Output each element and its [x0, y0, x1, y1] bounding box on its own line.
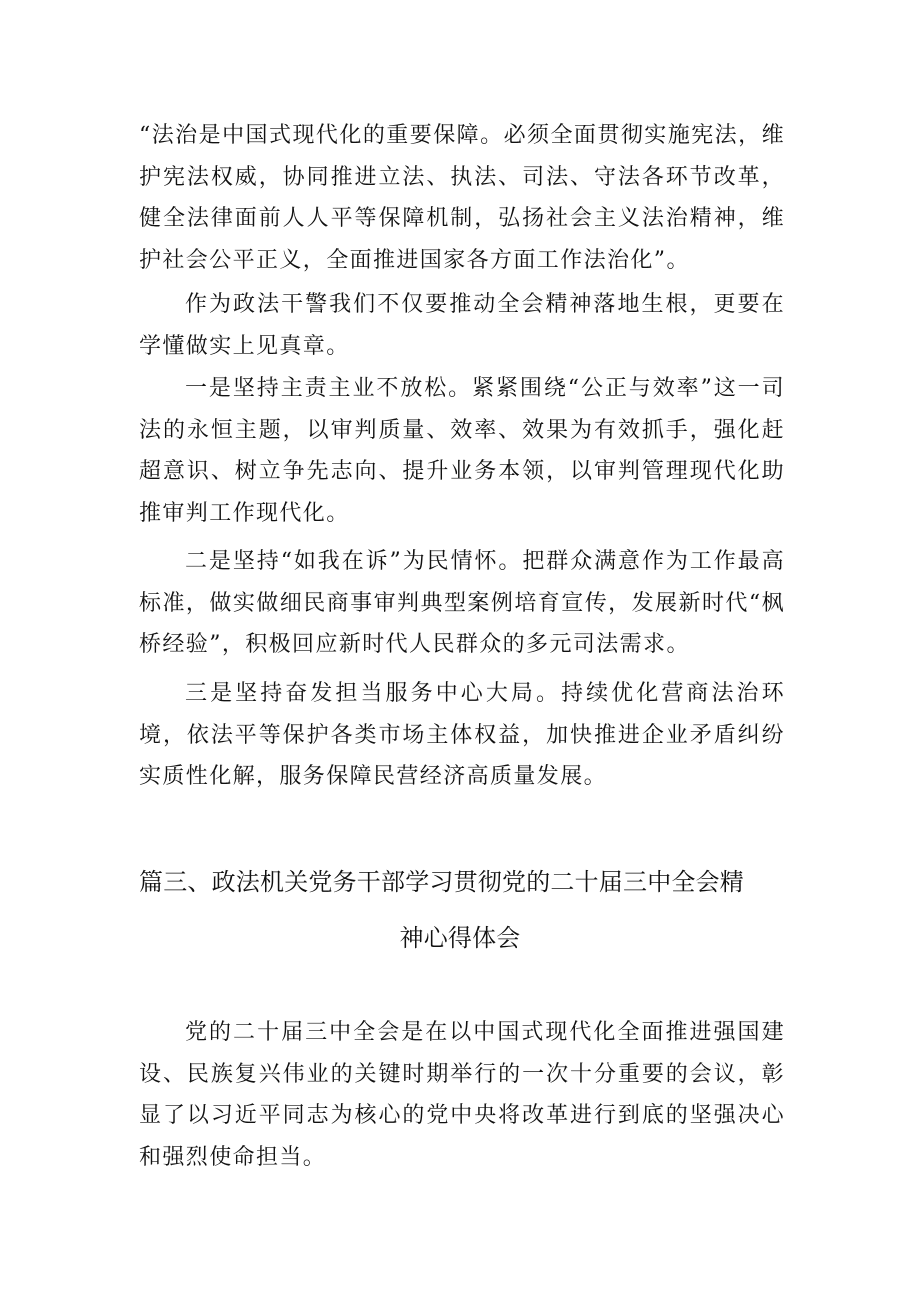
paragraph-point-three: 三是坚持奋发担当服务中心大局。持续优化营商法治环境，依法平等保护各类市场主体权益，加快推进企业矛盾纠纷实质性化解，服务保障民营经济高质量发展。	[139, 681, 785, 789]
section-heading-line2: 神心得体会	[399, 924, 521, 952]
paragraph-police-commitment: 作为政法干警我们不仅要推动全会精神落地生根，更要在学懂做实上见真章。	[139, 292, 785, 359]
paragraph-point-two: 二是坚持“如我在诉”为民情怀。把群众满意作为工作最高标准，做实做细民商事审判典型案例培育宣传，发展新时代“枫桥经验”，积极回应新时代人民群众的多元司法需求。	[139, 549, 785, 657]
paragraph-rule-of-law-quote: “法治是中国式现代化的重要保障。必须全面贯彻实施宪法，维护宪法权威，协同推进立法、执法、司法、守法各环节改革，健全法律面前人人平等保障机制，弘扬社会主义法治精神，维护社会公平正义，全面推进国家各方面工作法治化”。	[139, 123, 785, 273]
section-heading-line1: 篇三、政法机关党务干部学习贯彻党的二十届三中全会精	[139, 868, 744, 896]
paragraph-plenum-intro: 党的二十届三中全会是在以中国式现代化全面推进强国建设、民族复兴伟业的关键时期举行的一次十分重要的会议，彰显了以习近平同志为核心的党中央将改革进行到底的坚强决心和强烈使命担当。	[139, 1020, 785, 1170]
paragraph-point-one: 一是坚持主责主业不放松。紧紧围绕“公正与效率”这一司法的永恒主题，以审判质量、效率、效果为有效抓手，强化赶超意识、树立争先志向、提升业务本领，以审判管理现代化助推审判工作现代化。	[139, 376, 785, 526]
